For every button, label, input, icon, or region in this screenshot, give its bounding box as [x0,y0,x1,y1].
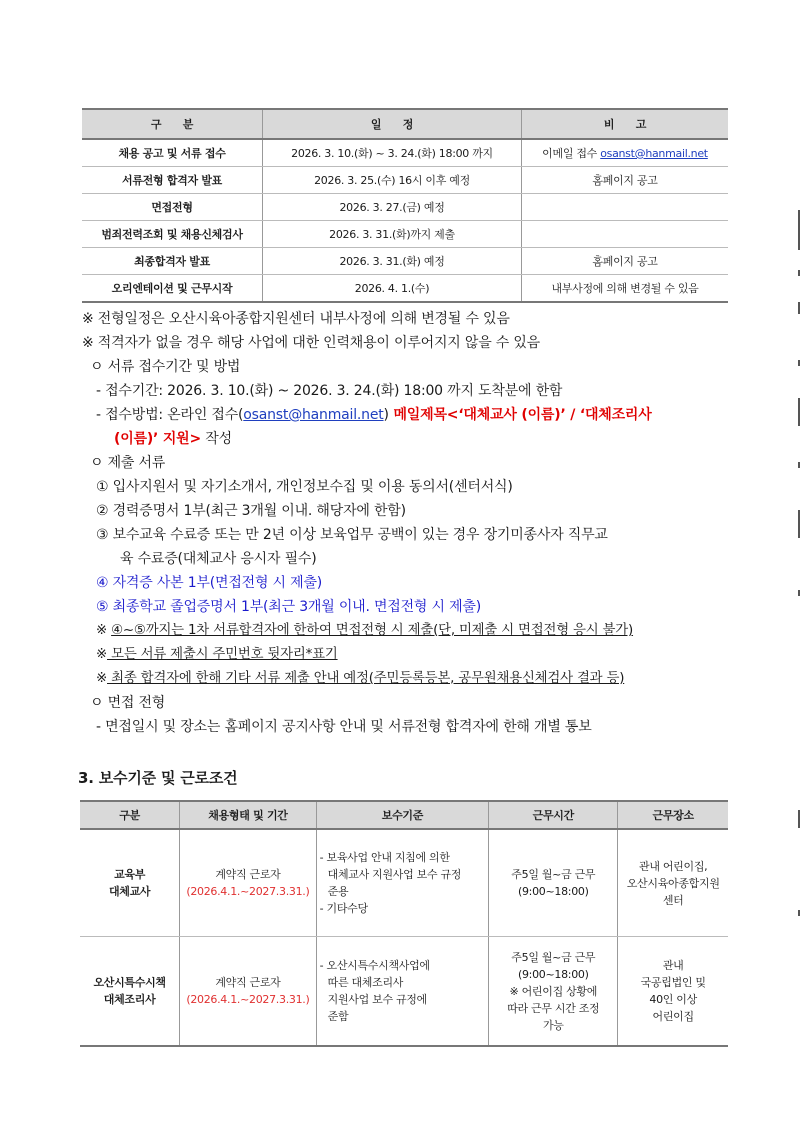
row-note: 홈페이지 공고 [522,248,729,275]
section-title: 3. 보수기준 및 근로조건 [78,769,238,787]
row-date: 2026. 3. 10.(화) ~ 3. 24.(화) 18:00 까지 [263,139,522,167]
contract-period: (2026.4.1.~2027.3.31.) [186,993,310,1006]
note-prefix: 이메일 접수 [542,147,601,160]
row-category: 채용 공고 및 서류 접수 [82,139,263,167]
row-category [80,937,180,1047]
interview-heading: ㅇ 면접 전형 [90,695,166,711]
pay-line: 지원사업 보수 규정에 [327,993,427,1006]
row-note: 홈페이지 공고 [522,167,729,194]
place-line: 관내 [662,959,684,972]
row-hours [489,829,618,937]
row-category [80,829,180,937]
contract-period: (2026.4.1.~2027.3.31.) [186,885,310,898]
conditions-table [80,800,728,1047]
document-item: ④ 자격증 사본 1부(면접전형 시 제출) [96,575,323,591]
hours-line: (9:00~18:00) [517,885,589,898]
header-hours: 근무시간 [489,801,618,829]
header-category: 구 분 [82,109,263,139]
conditions-header-row [80,801,728,829]
documents-heading: ㅇ 제출 서류 [90,455,166,471]
category-line: 대체조리사 [103,993,156,1006]
row-date: 2026. 3. 27.(금) 예정 [263,194,522,221]
table-row [82,167,728,194]
table-row [82,248,728,275]
remark-mark: ※ [96,671,108,686]
hours-line: 주5일 월~금 근무 [511,868,596,881]
row-employment-type [180,829,316,937]
category-line: 대체교사 [108,885,151,898]
mail-subject-format-cont: (이름)’ 지원> [114,431,202,447]
method-suffix: ) [383,407,389,423]
header-employment-type: 채용형태 및 기간 [180,801,316,829]
email-link[interactable]: osanst@hanmail.net [600,147,708,160]
row-category: 면접전형 [82,194,263,221]
document-remark [82,619,742,643]
row-pay [316,937,489,1047]
application-method-cont [82,427,742,451]
remark-text: 모든 서류 제출시 주민번호 뒷자리*표기 [107,647,338,662]
row-note [522,139,729,167]
category-line: 교육부 [114,868,146,881]
method-email-link[interactable]: osanst@hanmail.net [243,407,384,423]
method-prefix: - 접수방법: 온라인 접수( [96,407,244,423]
document-item: ③ 보수교육 수료증 또는 만 2년 이상 보육업무 공백이 있는 경우 장기미종사자 직무교 [96,527,608,543]
row-note [522,194,729,221]
row-employment-type [180,937,316,1047]
place-line: 40인 이상 [649,993,697,1006]
place-line: 어린이집 [652,1010,694,1023]
place-line: 센터 [662,893,684,907]
row-date: 2026. 3. 31.(화) 예정 [263,248,522,275]
pay-line: - 보육사업 안내 지침에 의한 [319,851,450,864]
document-item: ① 입사지원서 및 자기소개서, 개인정보수집 및 이용 동의서(센터서식) [96,479,513,495]
table-row [82,139,728,167]
interview-detail: - 면접일시 및 장소는 홈페이지 공지사항 안내 및 서류전형 합격자에 한해 개별 통보 [96,719,592,735]
pay-line: - 기타수당 [319,902,368,915]
schedule-table [82,108,728,303]
header-category: 구분 [80,801,180,829]
pay-line: 준함 [327,1010,349,1023]
employment-type: 계약직 근로자 [215,976,281,989]
table-row [80,829,728,937]
place-line: 관내 어린이집, [639,859,708,873]
notes-section [82,307,742,739]
row-category: 서류전형 합격자 발표 [82,167,263,194]
row-note: 내부사정에 의해 변경될 수 있음 [522,275,729,303]
application-method [82,403,742,427]
table-row [82,275,728,303]
document-item-cont: 육 수료증(대체교사 응시자 필수) [120,551,317,567]
hours-line: 주5일 월~금 근무 [511,950,596,964]
remark-mark: ※ [96,623,112,638]
document-item: ⑤ 최종학교 졸업증명서 1부(최근 3개월 이내. 면접전형 시 제출) [96,599,481,615]
header-remarks: 비 고 [522,109,729,139]
row-place [618,937,728,1047]
table-row [82,221,728,248]
schedule-change-note: ※ 전형일정은 오산시육아종합지원센터 내부사정에 의해 변경될 수 있음 [82,311,510,327]
row-category: 최종합격자 발표 [82,248,263,275]
document-remark [82,643,742,667]
row-hours [489,937,618,1047]
method-end: 작성 [201,431,232,447]
pay-line: 대체교사 지원사업 보수 규정 [327,868,462,881]
document-item: ② 경력증명서 1부(최근 3개월 이내. 해당자에 한함) [96,503,406,519]
mail-subject-format: 메일제목<‘대체교사 (이름)’ / ‘대체조리사 [388,407,652,423]
table-row [80,937,728,1047]
row-place [618,829,728,937]
row-date: 2026. 4. 1.(수) [263,275,522,303]
pay-line: - 오산시특수시책사업에 [319,959,430,972]
pay-line: 따른 대체조리사 [327,976,404,989]
remark-mark: ※ [96,647,108,662]
row-note [522,221,729,248]
hours-line: 따라 근무 시간 조정 [507,1001,600,1015]
hours-line: 가능 [542,1018,564,1032]
schedule-header-row [82,109,728,139]
table-row [82,194,728,221]
row-date: 2026. 3. 31.(화)까지 제출 [263,221,522,248]
place-line: 오산시육아종합지원 [626,876,720,890]
hours-line: ※ 어린이집 상황에 [509,984,598,998]
row-pay [316,829,489,937]
header-pay: 보수기준 [316,801,489,829]
category-line: 오산시특수시책 [93,976,166,989]
hours-line: (9:00~18:00) [517,967,589,981]
application-heading: ㅇ 서류 접수기간 및 방법 [90,359,241,375]
no-qualified-note: ※ 적격자가 없을 경우 해당 사업에 대한 인력채용이 이루어지지 않을 수 있음 [82,335,541,351]
row-category: 범죄전력조회 및 채용신체검사 [82,221,263,248]
application-period: - 접수기간: 2026. 3. 10.(화) ~ 2026. 3. 24.(화) 18:00 까지 도착분에 한함 [96,383,563,399]
row-category: 오리엔테이션 및 근무시작 [82,275,263,303]
row-date: 2026. 3. 25.(수) 16시 이후 예정 [263,167,522,194]
employment-type: 계약직 근로자 [215,868,281,881]
remark-text: 최종 합격자에 한해 기타 서류 제출 안내 예정(주민등록등본, 공무원채용신체검사 결과 등) [107,671,625,686]
remark-text: ④~⑤까지는 1차 서류합격자에 한하여 면접전형 시 제출(단, 미제출 시 면접전형 응시 불가) [111,623,634,638]
document-remark [82,667,742,691]
place-line: 국공립법인 및 [640,976,706,989]
pay-line: 준용 [327,885,349,898]
header-schedule: 일 정 [263,109,522,139]
header-place: 근무장소 [618,801,728,829]
